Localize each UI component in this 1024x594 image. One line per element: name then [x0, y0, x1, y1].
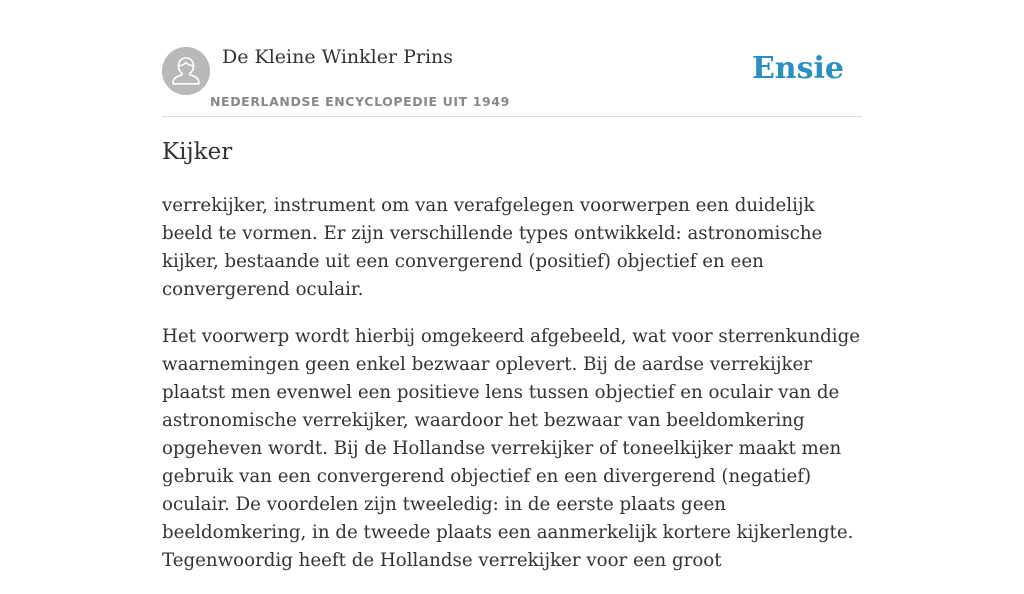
ensie-logo[interactable]: Ensie	[751, 51, 844, 86]
article-body	[162, 192, 867, 594]
author-avatar[interactable]	[162, 47, 210, 95]
user-icon	[162, 47, 210, 95]
author-name[interactable]: De Kleine Winkler Prins	[222, 46, 454, 68]
article-paragraph: Het voorwerp wordt hierbij omgekeerd afgebeeld, wat voor sterrenkundige waarnemingen geen enkel bezwaar oplevert. Bij de aardse verrekijker plaatst men evenwel een positieve lens tussen objectief en oculair van de astronomische verrekijker, waardoor het bezwaar van beeldomkering opgeheven wordt. Bij de Hollandse verrekijker of toneelkijker maakt men gebruik van een convergerend objectief en een divergerend (negatief) oculair. De voordelen zijn tweeledig: in de eerste plaats geen beeldomkering, in de tweede plaats een aanmerkelijk kortere kijkerlengte. Tegenwoordig heeft de Hollandse verrekijker voor een groot	[162, 326, 861, 571]
article-paragraph: verrekijker, instrument om van verafgelegen voorwerpen een duidelijk beeld te vormen. Er zijn verschillende types ontwikkeld: astronomische kijker, bestaande uit een convergerend (positief) objectief en een convergerend oculair.	[162, 195, 823, 300]
author-header	[162, 0, 862, 117]
author-subtitle: NEDERLANDSE ENCYCLOPEDIE UIT 1949	[210, 94, 510, 109]
article-title: Kijker	[162, 139, 233, 165]
page	[162, 0, 862, 571]
